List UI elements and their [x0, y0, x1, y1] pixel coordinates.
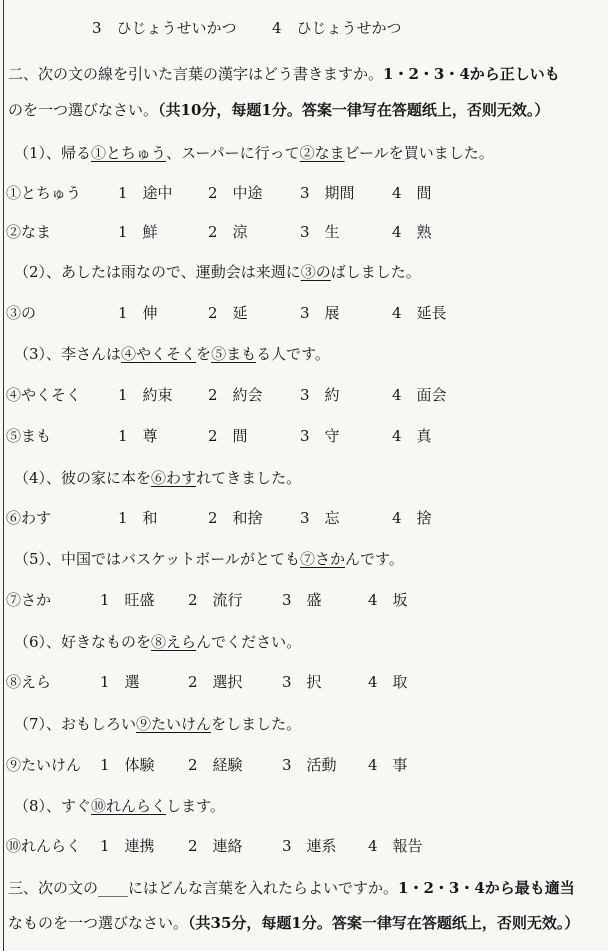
choice-option-2: 2 涼 — [208, 223, 248, 241]
choice-option-1: 1 尊 — [118, 427, 158, 445]
question-sentence — [14, 714, 608, 734]
choice-option-4: 4 面会 — [392, 386, 447, 404]
sentence-text: （3）、李さんは — [14, 345, 122, 363]
page-border — [3, 0, 4, 951]
choice-option-2: 2 約会 — [208, 386, 263, 404]
section2-instruction-text: 二、次の文の線を引いた言葉の漢字はどう書きますか。 — [8, 65, 384, 83]
choice-option-1: 1 鮮 — [118, 223, 158, 241]
choice-option-4: 4 取 — [368, 673, 408, 691]
choice-option-1: 1 選 — [100, 673, 140, 691]
section3-blank: ____ — [98, 879, 129, 897]
choice-option-4: 4 報告 — [368, 837, 423, 855]
choice-option-3: 3 忘 — [300, 509, 340, 527]
underlined-target-word: ④やくそく — [121, 345, 197, 363]
section2-instruction-text2: のを一つ選びなさい。 — [8, 101, 159, 119]
choice-option-3: 3 守 — [300, 427, 340, 445]
choice-row-label: ②なま — [6, 223, 52, 241]
choice-option-4: 4 捨 — [392, 509, 432, 527]
choice-option-2: 2 間 — [208, 427, 248, 445]
choice-option-2: 2 延 — [208, 304, 248, 322]
choice-option-2: 2 和捨 — [208, 509, 263, 527]
choice-row-label: ⑤まも — [6, 427, 52, 445]
choice-option-1: 1 伸 — [118, 304, 158, 322]
sentence-text: ビールを買いました。 — [344, 144, 494, 162]
choice-option-4: 4 坂 — [368, 591, 408, 609]
question-sentence — [14, 549, 608, 569]
question-sentence — [14, 262, 608, 282]
choice-option-3: 3 展 — [300, 304, 340, 322]
underlined-target-word: ⑤まも — [211, 345, 257, 363]
sentence-text: （2）、あしたは雨なので、運動会は来週に — [14, 263, 301, 281]
choice-row-label: ⑦さか — [6, 591, 52, 609]
underlined-target-word: ②なま — [299, 144, 345, 162]
header-option-4: 4 ひじょうせかつ — [272, 19, 402, 37]
sentence-text: んです。 — [345, 550, 404, 568]
sentence-text: （4）、彼の家に本を — [14, 469, 152, 487]
sentence-text: れてきました。 — [196, 469, 302, 487]
choice-option-2: 2 連絡 — [188, 837, 243, 855]
underlined-target-word: ⑥わす — [151, 469, 197, 487]
sentence-text: ばしました。 — [330, 263, 421, 281]
section3-instruction-text: 三、次の文の — [8, 879, 99, 897]
sentence-text: る人です。 — [256, 345, 330, 363]
sentence-text: します。 — [166, 797, 225, 815]
underlined-target-word: ⑦さか — [300, 550, 346, 568]
question-sentence — [14, 632, 608, 652]
sentence-text: （1）、帰る — [14, 144, 92, 162]
choice-option-1: 1 旺盛 — [100, 591, 155, 609]
choice-option-3: 3 択 — [282, 673, 322, 691]
choice-option-2: 2 経験 — [188, 756, 243, 774]
underlined-target-word: ③の — [300, 263, 331, 281]
choice-row-label: ⑥わす — [6, 509, 52, 527]
section3-instruction-text2: にはどんな言葉を入れたらよいですか。 — [128, 879, 399, 897]
section2-instruction-line1 — [8, 64, 608, 84]
sentence-text: を — [196, 345, 212, 363]
choice-row-label: ④やくそく — [6, 386, 82, 404]
underlined-target-word: ①とちゅう — [91, 144, 167, 162]
header-option-3: 3 ひじょうせいかつ — [92, 19, 237, 37]
sentence-text: （7）、おもしろい — [14, 715, 137, 733]
choice-row-label: ①とちゅう — [6, 184, 82, 202]
section2-choice-range: 1・2・3・4から正しいも — [383, 65, 560, 83]
choice-option-4: 4 事 — [368, 756, 408, 774]
question-sentence — [14, 468, 608, 488]
choice-option-4: 4 間 — [392, 184, 432, 202]
choice-option-4: 4 真 — [392, 427, 432, 445]
section3-instruction-line2 — [8, 913, 608, 933]
sentence-text: （5）、中国ではバスケットボールがとても — [14, 550, 300, 568]
choice-option-3: 3 期間 — [300, 184, 355, 202]
choice-option-1: 1 和 — [118, 509, 158, 527]
choice-option-1: 1 体験 — [100, 756, 155, 774]
choice-option-1: 1 途中 — [118, 184, 173, 202]
sentence-text: をしました。 — [211, 715, 302, 733]
question-sentence — [14, 143, 608, 163]
sentence-text: んでください。 — [196, 633, 302, 651]
underlined-target-word: ⑩れんらく — [91, 797, 167, 815]
choice-option-2: 2 中途 — [208, 184, 263, 202]
section2-instruction-line2 — [8, 100, 608, 120]
choice-option-2: 2 選択 — [188, 673, 243, 691]
choice-row-label: ⑧えら — [6, 673, 52, 691]
question-sentence — [14, 796, 608, 816]
sentence-text: （6）、好きなものを — [14, 633, 152, 651]
section2-scoring-note: （共10分，每题1分。答案一律写在答题纸上，否则无效。） — [158, 101, 550, 119]
choice-option-1: 1 連携 — [100, 837, 155, 855]
choice-option-4: 4 熟 — [392, 223, 432, 241]
choice-option-3: 3 活動 — [282, 756, 337, 774]
section3-instruction-line1 — [8, 878, 608, 898]
choice-option-3: 3 盛 — [282, 591, 322, 609]
question-sentence — [14, 344, 608, 364]
underlined-target-word: ⑨たいけん — [136, 715, 212, 733]
section3-scoring-note: （共35分，每题1分。答案一律写在答题纸上，否则无效。） — [188, 914, 580, 932]
sentence-text: （8）、すぐ — [14, 797, 92, 815]
underlined-target-word: ⑧えら — [151, 633, 197, 651]
choice-option-3: 3 生 — [300, 223, 340, 241]
choice-option-3: 3 連系 — [282, 837, 337, 855]
choice-option-4: 4 延長 — [392, 304, 447, 322]
choice-row-label: ③の — [6, 304, 37, 322]
section3-choice-range: 1・2・3・4から最も適当 — [398, 879, 575, 897]
choice-option-2: 2 流行 — [188, 591, 243, 609]
section3-instruction-text3: なものを一つ選びなさい。 — [8, 914, 189, 932]
choice-row-label: ⑩れんらく — [6, 837, 82, 855]
choice-row-label: ⑨たいけん — [6, 756, 82, 774]
choice-option-3: 3 約 — [300, 386, 340, 404]
choice-option-1: 1 約束 — [118, 386, 173, 404]
sentence-text: 、スーパーに行って — [166, 144, 300, 162]
